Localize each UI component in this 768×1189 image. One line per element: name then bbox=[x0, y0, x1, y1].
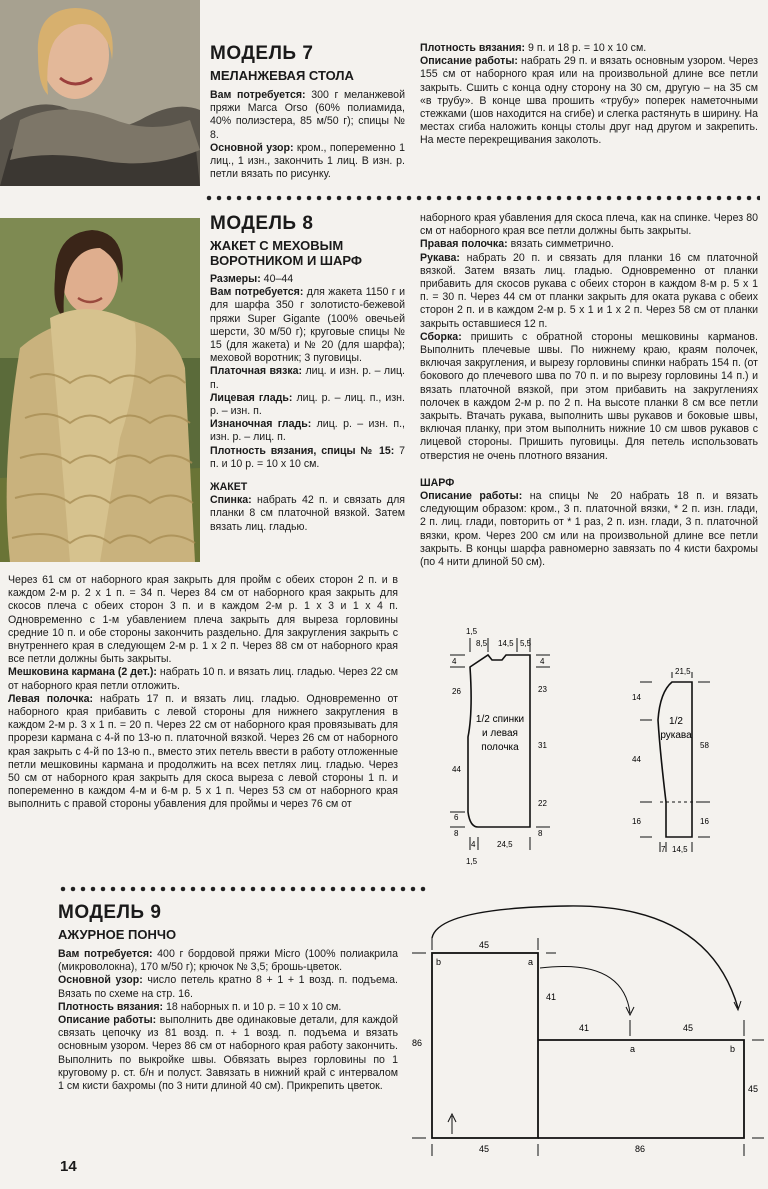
model8-left-front-label: Левая полочка: bbox=[8, 692, 94, 705]
model9-gauge-label: Плотность вязания: bbox=[58, 1000, 164, 1013]
body-dim-left-0: 4 bbox=[452, 657, 457, 666]
model8-right-front-label: Правая полочка: bbox=[420, 238, 508, 251]
model7-photo bbox=[0, 0, 200, 186]
sleeve-label-1: рукава bbox=[660, 730, 692, 741]
separator-dots-2 bbox=[58, 886, 430, 892]
poncho-dim-4: 86 bbox=[412, 1038, 423, 1048]
sleeve-dim-right-1: 16 bbox=[700, 817, 709, 826]
model9-subtitle: АЖУРНОЕ ПОНЧО bbox=[58, 927, 177, 942]
model9-poncho-schematic bbox=[408, 898, 768, 1160]
model8-sleeve-schematic bbox=[620, 662, 740, 862]
model8-right-front-text: вязать симметрично. bbox=[507, 238, 614, 251]
model7-pattern-label: Основной узор: bbox=[210, 141, 294, 154]
model7-title: МОДЕЛЬ 7 bbox=[210, 43, 314, 64]
poncho-corner-a-1: a bbox=[528, 957, 534, 967]
body-dim-top-1: 8,5 bbox=[476, 639, 488, 648]
model9-pattern-text: число петель кратно 8 + 1 + 1 возд. п. подъема. Вязать по схеме на стр. 16. bbox=[58, 974, 398, 1000]
model7-pattern-text: кром., попеременно 1 лиц., 1 изн., закончить 1 лиц. В изн. р. петли вязать по рисунку. bbox=[210, 141, 405, 181]
model8-jacket-heading: ЖАКЕТ bbox=[210, 481, 248, 494]
model8-back-label: Спинка: bbox=[210, 494, 252, 507]
sleeve-dim-top: 21,5 bbox=[675, 667, 691, 676]
model8-scarf-label: Описание работы: bbox=[420, 490, 523, 503]
model8-back-text-cont: Через 61 см от наборного края закрыть для пройм с обеих сторон 2 п. и в каждом 2-м р. 2 x 1 п. = 34 п. Через 84 см от наборного края закрыть для скосов плеча с обеих сторон 3 п. и в каждом 2-м р. 1 x 3 и 1 x 4 п. Одновременно с 1-м убавлением плеча закрыть для выреза горловины средние 10 п. и обе стороны закончить раздельно. Для закругления закрыть с внутреннего края в следующем 2-м р. 1 x 2 п. Через 88 см от наборного края все петли должны быть закрыты. bbox=[8, 574, 398, 666]
model8-stockinette-label: Лицевая гладь: bbox=[210, 391, 293, 404]
sleeve-label-0: 1/2 bbox=[669, 716, 683, 727]
model7-materials-text: 300 г меланжевой пряжи Marca Orso (60% полиамида, 40% полиэстера, 85 м/50 г); спицы № 8. bbox=[210, 89, 405, 141]
model8-scarf-heading: ШАРФ bbox=[420, 476, 455, 489]
model8-materials-text: для жакета 1150 г и для шарфа 350 г золотисто-бежевой пряжи Super Gigante (100% овечьей шерсти, 30 м/50 г); круговые спицы № 15 (для жакета) и № 20 (для шарфа); меховой воротник; 3 пуговицы. bbox=[210, 286, 405, 365]
body-dim-bottom-1: 24,5 bbox=[497, 840, 513, 849]
body-dim-left-4: 8 bbox=[454, 829, 459, 838]
sleeve-dim-bottom-0: 7 bbox=[661, 845, 666, 854]
model8-garter-label: Платочная вязка: bbox=[210, 365, 303, 378]
body-dim-top-3: 5,5 bbox=[520, 639, 532, 648]
body-dim-bottom-2: 1,5 bbox=[466, 857, 478, 866]
body-dim-right-3: 22 bbox=[538, 799, 547, 808]
model9-pattern-label: Основной узор: bbox=[58, 974, 143, 987]
model8-back-text: набрать 42 п. и связать для планки 8 см платочной вязкой. Затем вязать лиц. гладью. bbox=[210, 494, 405, 533]
model8-left-column bbox=[8, 574, 398, 812]
model8-left-front-text: набрать 17 п. и вязать лиц. гладью. Одновременно от наборного края прибавить с левой стороны для нижнего закругления в каждом 2-м р. 3 x 1 п. = 20 п. Через 22 см от наборного края провязывать для прорези кармана с 4-й по 13-ю п. платочной вязкой. Через 26 см от наборного края закрыть с 4-й по 13-ю п., вместо этих петель ввести в работу отложенные петли мешковины кармана и продолжить на всех петлях лиц. гладью. Через 50 см от наборного края закрыть для скоса выреза с левой стороны 1 п. и попеременно в каждом 4-м и 6-м р. 5 x 1 п. Через 53 см от наборного края выполнить с правой стороны убавления для проймы и через 76 см от bbox=[8, 692, 398, 811]
page-number: 14 bbox=[60, 1158, 77, 1175]
model8-right-column bbox=[420, 212, 758, 569]
model8-sizes-text: 40–44 bbox=[260, 273, 294, 285]
model8-sleeve-label: Рукава: bbox=[420, 251, 460, 264]
model7-desc-text: набрать 29 п. и вязать основным узором. Через 155 см от наборного края или на произвольной длине все петли закрыть. Сшить с конца одну сторону на 30 см, другую – на 35 см «в трубу». В конце шва прошить «трубу» поперек наметочными стежками (шов находится на сгибе) и слегка растянуть в ширину. На местах сгиба наложить концы столы друг над другом и закрепить. На месте перекрещивания заколоть. bbox=[420, 55, 758, 147]
body-dim-bottom-0: 4 bbox=[471, 840, 476, 849]
sleeve-dim-right-0: 58 bbox=[700, 741, 709, 750]
model7-right-text bbox=[420, 42, 758, 148]
model8-sizes-label: Размеры: bbox=[210, 273, 261, 285]
model9-materials-text: 400 г бордовой пряжи Micro (100% полиакрила (микроволокна), 170 м/50 г); крючок № 3,5; брошь-цветок. bbox=[58, 948, 398, 974]
model8-reverse-label: Изнаночная гладь: bbox=[210, 418, 312, 431]
sleeve-dim-left-0: 14 bbox=[632, 693, 641, 702]
model7-gauge-text: 9 п. и 18 р. = 10 x 10 см. bbox=[525, 42, 647, 54]
body-dim-right-0: 4 bbox=[540, 657, 545, 666]
sleeve-dim-left-1: 44 bbox=[632, 755, 641, 764]
model8-assembly-text: пришить с обратной стороны мешковины карманов. Выполнить плечевые швы. По нижнему краю, краям полочек, включая закругления, и вырезу горловины спинки набрать 154 п. (от бокового до плечевого шва по 70 п. и по вырезу горловины 14 п.) и вязать платочной вязкой, при этом прибавить на закруглениях полочек в каждом 2-м р. по 2 п. На высоте планки 8 см все петли закрыть. Втачать рукава, выполнить швы рукавов и боковые швы, включая планку, при этом выполнить нижние 10 см швов рукавов с лицевой стороны. Пришить пуговицы. Для петель использовать отверстия не очень плотного вязания. bbox=[420, 330, 758, 462]
body-dim-left-3: 6 bbox=[454, 813, 459, 822]
poncho-dim-1: 41 bbox=[546, 992, 557, 1002]
model8-garter-text: лиц. и изн. р. – лиц. п. bbox=[210, 365, 405, 391]
body-dim-left-1: 26 bbox=[452, 687, 461, 696]
poncho-dim-3: 45 bbox=[682, 1023, 694, 1033]
poncho-corner-a-2: a bbox=[630, 1044, 636, 1054]
model8-intro-text bbox=[210, 273, 405, 534]
model7-gauge-label: Плотность вязания: bbox=[420, 42, 526, 54]
poncho-dim-2: 41 bbox=[578, 1023, 590, 1033]
model8-subtitle: ЖАКЕТ С МЕХОВЫМ ВОРОТНИКОМ И ШАРФ bbox=[210, 238, 362, 268]
sleeve-dim-left-2: 16 bbox=[632, 817, 641, 826]
model8-scarf-text: на спицы № 20 набрать 18 п. и вязать следующим образом: кром., 3 п. платочной вязки, * 2 п. изн. глади, 2 п. лиц. глади, повторить от * 1 раз, 2 п. изн. глади, 3 п. платочной вязки, кром. Через 200 см или на произвольной длине все петли закрыть. В концы шарфа равномерно завязать по 4 кисти бахромы (по 4 нити длиной 50 см). bbox=[420, 490, 759, 569]
model8-pocket-label: Мешковина кармана (2 дет.): bbox=[8, 666, 157, 679]
model8-reverse-text: лиц. р. – изн. п., изн. р. – лиц. п. bbox=[210, 418, 405, 444]
model8-gauge-label: Плотность вязания, спицы № 15: bbox=[210, 444, 395, 457]
model8-materials-label: Вам потребуется: bbox=[210, 286, 304, 299]
model7-materials-label: Вам потребуется: bbox=[210, 89, 306, 101]
body-label-0: 1/2 спинки bbox=[475, 714, 525, 725]
model9-text bbox=[58, 948, 398, 1093]
body-label-2: полочка bbox=[481, 742, 519, 753]
model8-title: МОДЕЛЬ 8 bbox=[210, 213, 314, 234]
model8-gauge-text: 7 п. и 10 р. = 10 x 10 см. bbox=[210, 444, 405, 470]
body-dim-top-0: 1,5 bbox=[466, 627, 478, 636]
body-label-1: и левая bbox=[482, 728, 518, 739]
body-dim-right-2: 31 bbox=[538, 741, 547, 750]
poncho-dim-0: 45 bbox=[478, 940, 490, 950]
model9-desc-label: Описание работы: bbox=[58, 1014, 157, 1027]
model9-title: МОДЕЛЬ 9 bbox=[58, 902, 162, 923]
model8-body-schematic bbox=[440, 622, 570, 872]
model8-sleeve-text: набрать 20 п. и связать для планки 16 см платочной вязкой. Затем вязать лиц. гладью. Одновременно от планки прибавить для скосов рукава с обеих сторон в каждом 8-м р. 5 x 1 п. = 30 п. Через 44 см от планки закрыть для оката рукава с обеих сторон 2 п. и в каждом 2-м р. 5 x 1 и 1 x 2 п. Через 58 см от планки закрыть оставшиеся 12 п. bbox=[420, 251, 758, 330]
model8-cont-text: наборного края убавления для скоса плеча, как на спинке. Через 80 см от наборного края все петли должны быть закрыты. bbox=[420, 212, 758, 238]
poncho-dim-7: 86 bbox=[634, 1144, 646, 1154]
poncho-corner-b-1: b bbox=[436, 957, 442, 967]
model8-assembly-label: Сборка: bbox=[420, 330, 462, 343]
model9-gauge-text: 18 наборных п. и 10 р. = 10 x 10 см. bbox=[163, 1000, 342, 1013]
sleeve-dim-bottom-1: 14,5 bbox=[672, 845, 688, 854]
poncho-corner-b-2: b bbox=[730, 1044, 736, 1054]
model9-materials-label: Вам потребуется: bbox=[58, 948, 153, 960]
body-dim-left-2: 44 bbox=[452, 765, 461, 774]
poncho-dim-5: 45 bbox=[748, 1084, 759, 1094]
model7-left-text bbox=[210, 89, 405, 181]
model8-photo bbox=[0, 218, 200, 562]
model8-pocket-text: набрать 10 п. и вязать лиц. гладью. Через 22 см от наборного края петли отложить. bbox=[8, 666, 398, 692]
body-dim-top-2: 14,5 bbox=[498, 639, 514, 648]
model9-desc-text: выполнить две одинаковые детали, для каждой связать цепочку из 81 возд. п. + 1 возд. п. подъема и вязать основным узором. Через 86 см от наборного края работу закончить. Выполнить по выкройке швы. Обвязать вырез горловины по 1 круговому р. ст. б/н и полуст. Завязать в нижний край с интервалом 1 см кисти бахромы (по 3 нити длиной 40 см). Прикрепить цветок. bbox=[58, 1014, 398, 1093]
body-dim-right-4: 8 bbox=[538, 829, 543, 838]
model8-stockinette-text: лиц. р. – лиц. п., изн. р. – изн. п. bbox=[210, 391, 405, 418]
body-dim-right-1: 23 bbox=[538, 685, 547, 694]
model7-subtitle: МЕЛАНЖЕВАЯ СТОЛА bbox=[210, 68, 354, 83]
model7-desc-label: Описание работы: bbox=[420, 55, 518, 68]
poncho-dim-6: 45 bbox=[478, 1144, 490, 1154]
separator-dots-1 bbox=[204, 195, 760, 201]
